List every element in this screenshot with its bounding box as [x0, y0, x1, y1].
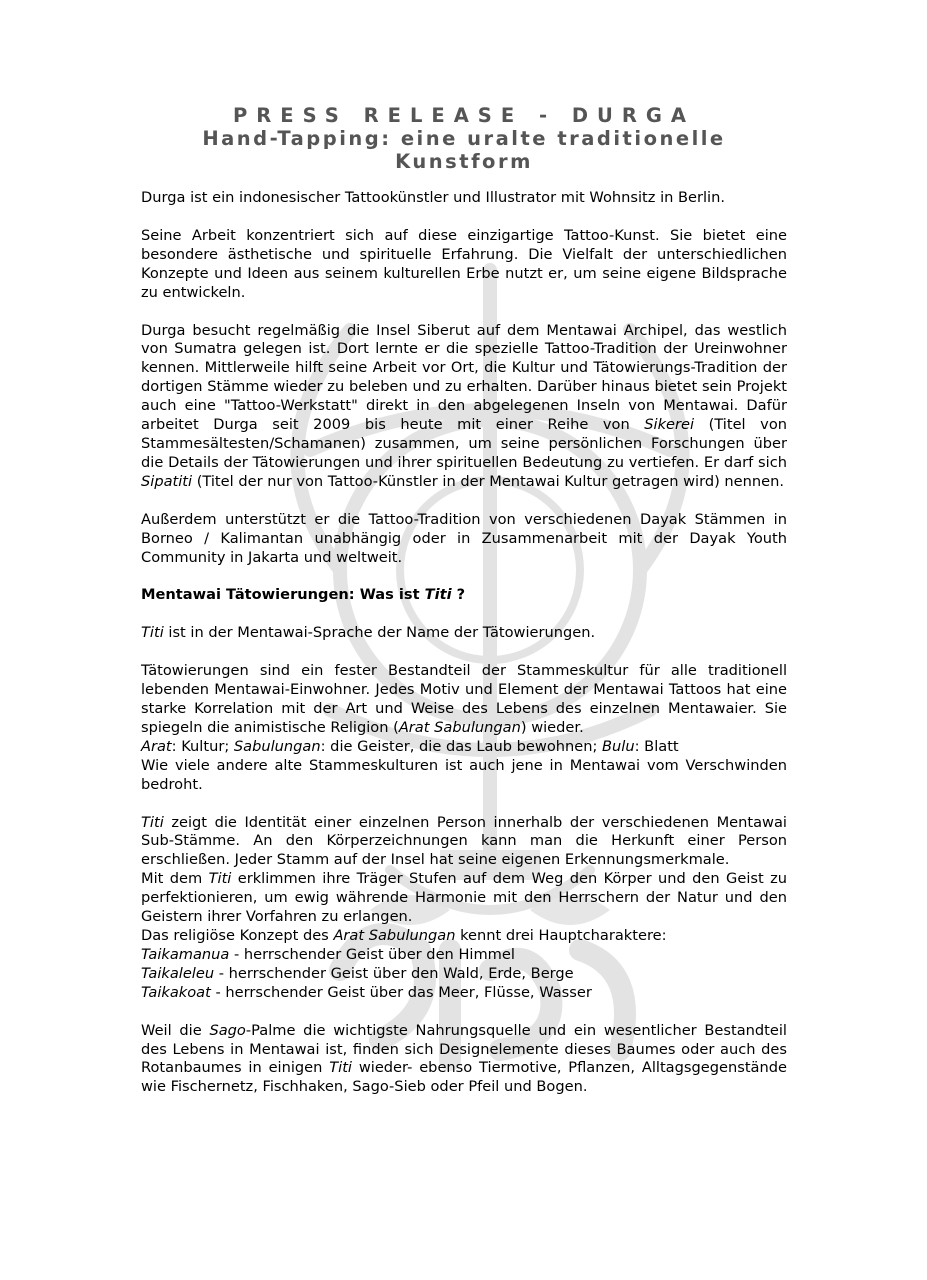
term-sipatiti: Sipatiti: [141, 472, 193, 490]
title-line-1: PRESS RELEASE - DURGA: [233, 104, 695, 127]
document-title: [141, 104, 787, 173]
paragraph-dayak: Außerdem unterstützt er die Tattoo-Tradition von verschiedenen Dayak Stämmen in Borneo / Kalimantan unabhängig oder in Zusammenarbeit mit der Dayak Youth Community in Jakarta und weltweit.: [141, 510, 787, 566]
spirit-item: Taikamanua - herrschender Geist über den Himmel: [141, 945, 515, 963]
paragraph-intro: Durga ist ein indonesischer Tattookünstler und Illustrator mit Wohnsitz in Berlin.: [141, 189, 725, 206]
paragraph-art: Seine Arbeit konzentriert sich auf diese einzigartige Tattoo-Kunst. Sie bietet eine besondere ästhetische und spirituelle Erfahrung. Die Vielfalt der unterschiedlichen Konzepte und Ideen aus seinem kulturellen Erbe nutzt er, um seine eigene Bildsprache zu entwickeln.: [141, 226, 787, 301]
spirit-item: Taikaleleu - herrschender Geist über den Wald, Erde, Berge: [141, 964, 574, 982]
section-heading: Mentawai Tätowierungen: Was ist Titi ?: [141, 586, 466, 604]
paragraph-titi-definition: Titi ist in der Mentawai-Sprache der Name der Tätowierungen.: [141, 624, 596, 642]
glossary-line: Arat: Kultur; Sabulungan: die Geister, die das Laub bewohnen; Bulu: Blatt: [141, 737, 679, 755]
title-line-3: Kunstform: [395, 150, 533, 173]
press-release-page: [141, 104, 787, 1116]
paragraph-sago: Weil die Sago-Palme die wichtigste Nahrungsquelle und ein wesentlicher Bestandteil des Lebens in Mentawai ist, finden sich Designelemente dieses Baumes oder auch des Rotanbaumes in einigen Titi wieder- ebenso Tiermotive, Pflanzen, Alltagsgegenstände wie Fischernetz, Fischhaken, Sago-Sieb oder Pfeil und Bogen.: [141, 1021, 787, 1096]
paragraph-titi-identity: Titi zeigt die Identität einer einzelnen Person innerhalb der verschiedenen Mentawai Sub-Stämme. An den Körperzeichnungen kann man die Herkunft einer Person erschließen. Jeder Stamm auf der Insel hat seine eigenen Erkennungsmerkmale. Mit dem Titi erklimmen ihre Träger Stufen auf dem Weg den Körper und den Geist zu perfektionieren, um ewig währende Harmonie mit den Herrschern der Natur und den Geistern ihrer Vorfahren zu erlangen. Das religiöse Konzept des Arat Sabulungan kennt drei Hauptcharaktere: Taikamanua - herrschender Geist über den Himmel Taikaleleu - herrschender Geist über den Wald, Erde, Berge Taikakoat - herrschender Geist über das Meer, Flüsse, Wasser: [141, 813, 787, 1001]
paragraph-siberut: Durga besucht regelmäßig die Insel Siberut auf dem Mentawai Archipel, das westlich von Sumatra gelegen ist. Dort lernte er die spezielle Tattoo-Tradition der Ureinwohner kennen. Mittlerweile hilft seine Arbeit vor Ort, die Kultur und Tätowierungs-Tradition der dortigen Stämme wieder zu beleben und zu erhalten. Darüber hinaus bietet sein Projekt auch eine "Tattoo-Werkstatt" direkt in den abgelegenen Inseln von Mentawai. Dafür arbeitet Durga seit 2009 bis heute mit einer Reihe von Sikerei (Titel von Stammesältesten/Schamanen) zusammen, um seine persönlichen Forschungen über die Details der Tätowierungen und ihrer spirituellen Bedeutung zu vertiefen. Er darf sich Sipatiti (Titel der nur von Tattoo-Künstler in der Mentawai Kultur getragen wird) nennen.: [141, 321, 787, 490]
paragraph-tattoo-culture: Tätowierungen sind ein fester Bestandteil der Stammeskultur für alle traditionell lebenden Mentawai-Einwohner. Jedes Motiv und Element der Mentawai Tattoos hat eine starke Korrelation mit der Art und Weise des Lebens des einzelnen Mentawaier. Sie spiegeln die animistische Religion (Arat Sabulungan) wieder. Arat: Kultur; Sabulungan: die Geister, die das Laub bewohnen; Bulu: Blatt Wie viele andere alte Stammeskulturen ist auch jene in Mentawai vom Verschwinden bedroht.: [141, 662, 787, 793]
term-sikerei: Sikerei: [644, 416, 695, 434]
title-line-2: Hand-Tapping: eine uralte traditionelle: [202, 127, 726, 150]
spirit-item: Taikakoat - herrschender Geist über das Meer, Flüsse, Wasser: [141, 983, 592, 1001]
